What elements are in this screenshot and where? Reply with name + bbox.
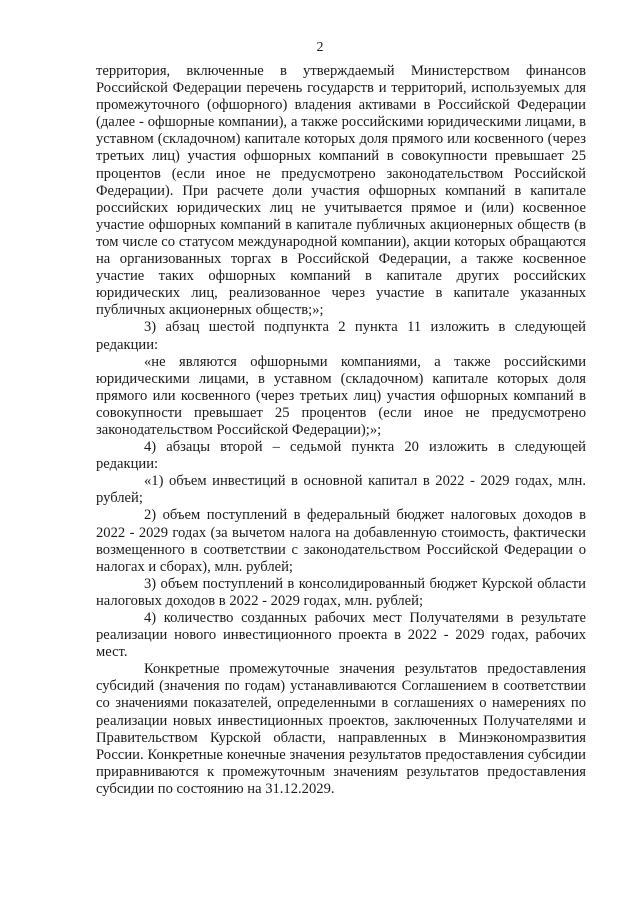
paragraph-result-4: 4) количество созданных рабочих мест Получателями в результате реализации нового инвестиционного проекта в 2022 - 2029 годах, рабочих мест. xyxy=(96,610,586,661)
document-body xyxy=(96,63,586,798)
paragraph-result-1: «1) объем инвестиций в основной капитал в 2022 - 2029 годах, млн. рублей; xyxy=(96,473,586,507)
paragraph-result-3: 3) объем поступлений в консолидированный бюджет Курской области налоговых доходов в 2022 - 2029 годах, млн. рублей; xyxy=(96,575,586,609)
page-number: 2 xyxy=(316,40,324,55)
paragraph-offshore-definition: территория, включенные в утверждаемый Министерством финансов Российской Федерации перечень государств и территорий, используемых для промежуточного (офшорного) владения активами в Российской Федерации (далее - офшорные компании), а также российскими юридическими лицами, в уставном (складочном) капитале которых доля прямого или косвенного (через третьих лиц) участия офшорных компаний в совокупности превышает 25 процентов (если иное не предусмотрено законодательством Российской Федерации). При расчете доли участия офшорных компаний в капитале российских юридических лиц не учитывается прямое и (или) косвенное участие офшорных компаний в капитале публичных акционерных обществ (в том числе со статусом международной компании), акции которых обращаются на организованных торгах в Российской Федерации, а также косвенное участие таких офшорных компаний в капитале других российских юридических лиц, реализованное через участие в капитале указанных публичных акционерных обществ;»; xyxy=(96,63,586,319)
paragraph-item-3: 3) абзац шестой подпункта 2 пункта 11 изложить в следующей редакции: xyxy=(96,319,586,353)
paragraph-not-offshore: «не являются офшорными компаниями, а также российскими юридическими лицами, в уставном (складочном) капитале которых доля прямого или косвенного (через третьих лиц) участия офшорных компаний в совокупности превышает 25 процентов (если иное не предусмотрено законодательством Российской Федерации);»; xyxy=(96,353,586,438)
paragraph-item-4: 4) абзацы второй – седьмой пункта 20 изложить в следующей редакции: xyxy=(96,439,586,473)
paragraph-intermediate-values: Конкретные промежуточные значения результатов предоставления субсидий (значения по годам) устанавливаются Соглашением в соответствии со значениями показателей, определенными в соглашениях о намерениях по реализации новых инвестиционных проектов, заключенных Получателями и Правительством Курской области, направленных в Минэкономразвития России. Конкретные конечные значения результатов предоставления субсидии приравниваются к промежуточным значениям результатов предоставления субсидии по состоянию на 31.12.2029. xyxy=(96,661,586,797)
paragraph-result-2: 2) объем поступлений в федеральный бюджет налоговых доходов в 2022 - 2029 годах (за вычетом налога на добавленную стоимость, фактически возмещенного в соответствии с законодательством Российской Федерации о налогах и сборах), млн. рублей; xyxy=(96,507,586,575)
